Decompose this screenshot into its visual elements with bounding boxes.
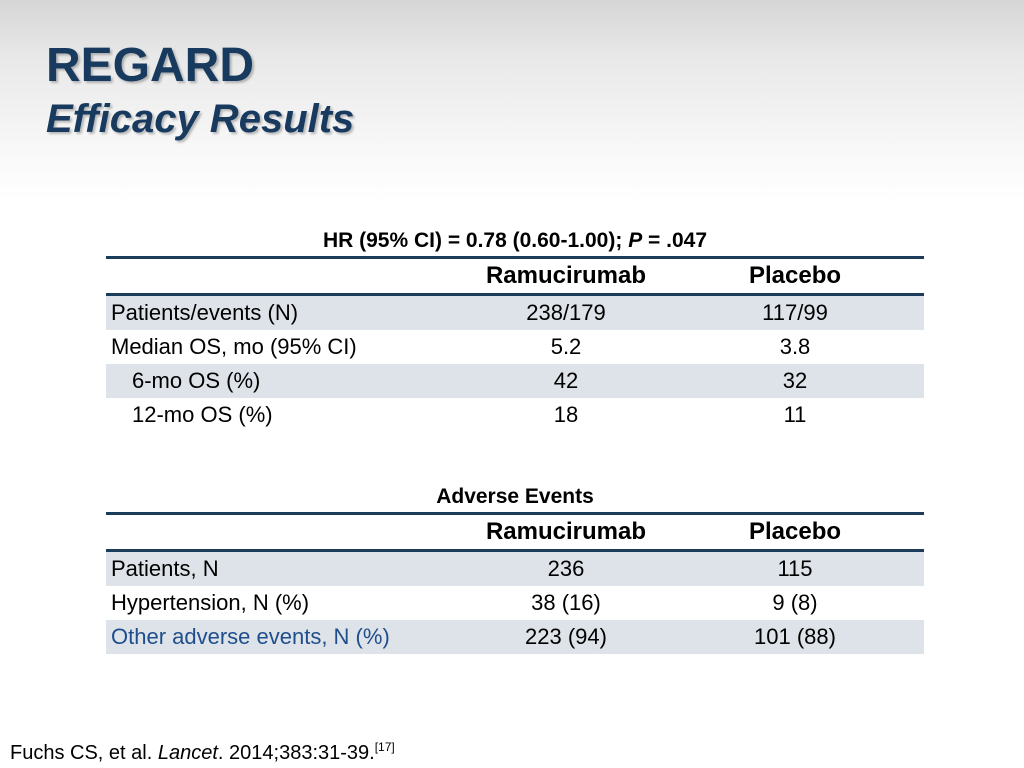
citation-journal: Lancet (157, 742, 218, 764)
efficacy-table-block (106, 226, 924, 432)
column-header-label (106, 514, 466, 551)
adverse-events-caption: Adverse Events (436, 485, 594, 508)
table-header-row (106, 514, 924, 551)
placebo-value: 32 (666, 364, 924, 398)
row-label: Other adverse events, N (%) (106, 620, 466, 654)
placebo-value: 101 (88) (666, 620, 924, 654)
table-row (106, 330, 924, 364)
citation-reference: [17] (374, 740, 395, 754)
placebo-value: 115 (666, 551, 924, 587)
column-header-ramucirumab: Ramucirumab (466, 258, 666, 295)
table-row (106, 398, 924, 432)
table-row (106, 586, 924, 620)
efficacy-table (106, 256, 924, 432)
column-header-ramucirumab: Ramucirumab (466, 514, 666, 551)
adverse-events-table (106, 512, 924, 654)
p-label: P (628, 229, 643, 252)
table-row (106, 620, 924, 654)
column-header-placebo: Placebo (666, 514, 924, 551)
table-row (106, 551, 924, 587)
table-row (106, 295, 924, 331)
row-label: 12-mo OS (%) (132, 402, 273, 427)
ramucirumab-value: 5.2 (550, 334, 582, 359)
ramucirumab-value: 38 (16) (531, 590, 601, 615)
ramucirumab-value: 223 (94) (466, 620, 666, 654)
row-label: 6-mo OS (%) (106, 364, 466, 398)
placebo-value: 117/99 (666, 295, 924, 331)
slide-subtitle: Efficacy Results (46, 97, 355, 141)
row-label: Patients/events (N) (106, 295, 466, 331)
table-row (106, 364, 924, 398)
column-header-placebo: Placebo (666, 258, 924, 295)
p-value: = .047 (642, 229, 708, 252)
ramucirumab-value: 236 (466, 551, 666, 587)
citation-footnote (10, 740, 395, 765)
row-label: Patients, N (106, 551, 466, 587)
table-header-row (106, 258, 924, 295)
placebo-value: 11 (783, 402, 807, 427)
slide-title: REGARD (46, 39, 255, 92)
placebo-value: 9 (8) (772, 590, 818, 615)
row-label: Median OS, mo (95% CI) (111, 334, 357, 359)
ramucirumab-value: 42 (466, 364, 666, 398)
citation-authors: Fuchs CS, et al. (10, 742, 158, 764)
row-label: Hypertension, N (%) (111, 590, 310, 615)
column-header-label (106, 258, 466, 295)
placebo-value: 3.8 (779, 334, 811, 359)
citation-details: . 2014;383:31-39. (217, 742, 375, 764)
hr-text: HR (95% CI) = 0.78 (0.60-1.00); (322, 229, 629, 252)
efficacy-table-caption (106, 226, 924, 256)
ramucirumab-value: 238/179 (466, 295, 666, 331)
ramucirumab-value: 18 (553, 402, 579, 427)
adverse-events-table-block (106, 482, 924, 654)
title-block (46, 38, 354, 144)
